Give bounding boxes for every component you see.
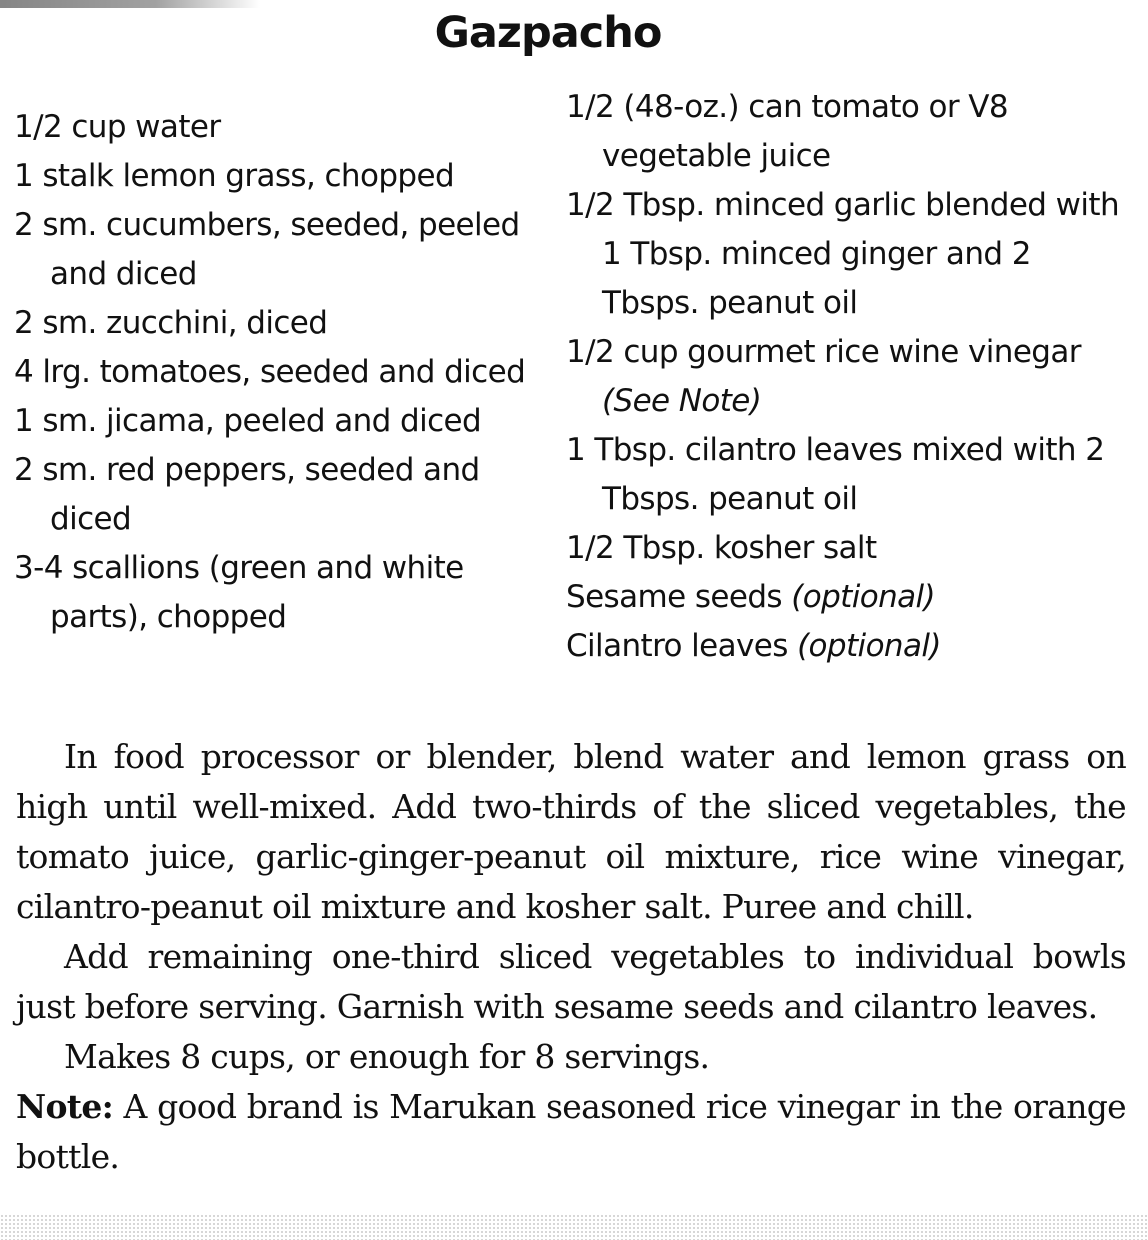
recipe-title: Gazpacho	[434, 8, 662, 58]
ingredient-item	[566, 622, 1136, 671]
recipe-note	[16, 1082, 1126, 1182]
ingredient-item: 3-4 scallions (green and white parts), chopped	[14, 550, 464, 635]
directions	[16, 732, 1126, 1182]
ingredient-text: 1/2 cup gourmet rice wine vinegar	[566, 334, 1081, 370]
ingredient-item: 1 sm. jicama, peeled and diced	[14, 403, 482, 439]
ingredient-item: 2 sm. zucchini, diced	[14, 305, 328, 341]
ingredient-italic: (optional)	[791, 579, 936, 615]
note-label: Note:	[16, 1087, 114, 1126]
direction-paragraph: Add remaining one-third sliced vegetables to individual bowls just before serving. Garnish with sesame seeds and cilantro leaves.	[16, 937, 1126, 1026]
scan-edge-top	[0, 0, 260, 8]
ingredient-text: Cilantro leaves	[566, 628, 798, 664]
ingredient-item: 4 lrg. tomatoes, seeded and diced	[14, 354, 526, 390]
ingredient-item	[566, 573, 1136, 622]
scan-edge-bottom	[0, 1214, 1148, 1240]
ingredient-item: 2 sm. cucumbers, seeded, peeled and diced	[14, 207, 520, 292]
ingredient-item	[566, 524, 1136, 573]
ingredients-right-column	[566, 83, 1136, 671]
ingredient-text: 1/2 Tbsp. minced garlic blended with 1 Tbsp. minced ginger and 2 Tbsps. peanut oil	[566, 187, 1120, 321]
ingredient-item: 1 stalk lemon grass, chopped	[14, 158, 455, 194]
ingredient-text: 1 Tbsp. cilantro leaves mixed with 2 Tbsps. peanut oil	[566, 432, 1105, 517]
ingredient-text: Sesame seeds	[566, 579, 792, 615]
ingredient-text: 1/2 (48-oz.) can tomato or V8 vegetable juice	[566, 89, 1009, 174]
ingredient-italic: (See Note)	[602, 383, 762, 419]
ingredient-item: 1/2 cup water	[14, 109, 221, 145]
note-text: A good brand is Marukan seasoned rice vinegar in the orange bottle.	[16, 1087, 1126, 1176]
ingredient-item	[566, 181, 1136, 328]
ingredient-item: 2 sm. red peppers, seeded and diced	[14, 452, 480, 537]
direction-paragraph: In food processor or blender, blend water and lemon grass on high until well-mixed. Add two-thirds of the sliced vegetables, the tomato juice, garlic-ginger-peanut oil mixture, rice wine vinegar, cilantro-peanut oil mixture and kosher salt. Puree and chill.	[16, 737, 1126, 926]
ingredient-item	[566, 426, 1136, 524]
ingredient-text: 1/2 Tbsp. kosher salt	[566, 530, 877, 566]
ingredient-item	[566, 328, 1136, 426]
ingredient-item	[566, 83, 1136, 181]
direction-paragraph: Makes 8 cups, or enough for 8 servings.	[64, 1037, 710, 1076]
ingredient-italic: (optional)	[797, 628, 941, 664]
ingredients-left-column	[14, 103, 544, 642]
